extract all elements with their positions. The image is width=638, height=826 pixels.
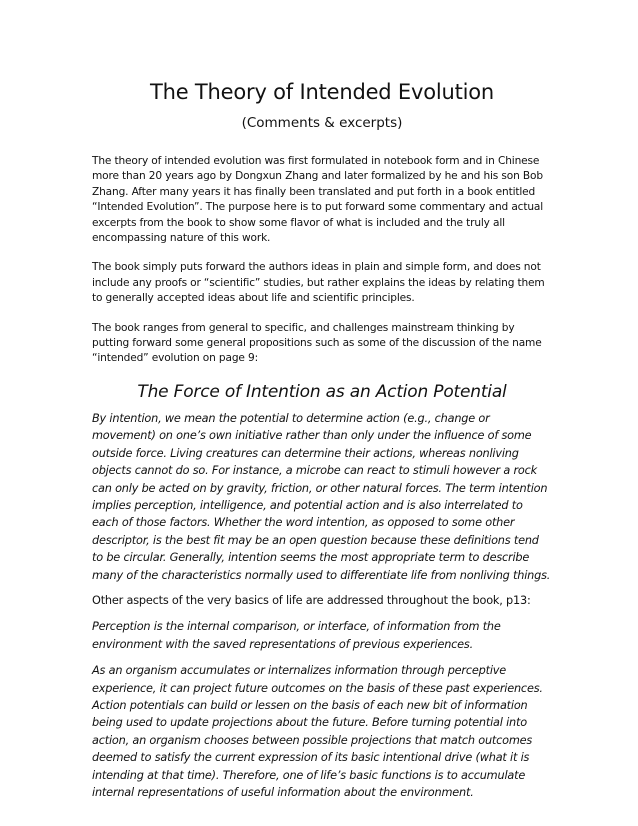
intro-paragraph: The theory of intended evolution was first formulated in notebook form and in Chinese more than 20 years ago by Dongxun Zhang and later formalized by he and his son Bob Zhang. After many years it has finally been translated and put forth in a book entitled “Intended Evolution”. The purpose here is to put forward some commentary and actual excerpts from the book to show some flavor of what is included and the truly all encompassing nature of this work. bbox=[92, 155, 544, 245]
method-paragraph: The book simply puts forward the authors ideas in plain and simple form, and does not include any proofs or “scientific” studies, but rather explains the ideas by relating them to generally accepted ideas about life and scientific principles. bbox=[92, 261, 545, 305]
organism-excerpt: As an organism accumulates or internalizes information through perceptive experience, it can project future outcomes on the basis of these past experiences. Action potentials can build or lessen on the basis of each new bit of information being used to update projections about the future. Before turning potential into action, an organism chooses between possible projections that match outcomes deemed to satisfy the current expression of its basic intentional drive (what it is intending at that time). Therefore, one of life’s basic functions is to accumulate internal representations of useful information about the environment. bbox=[92, 664, 543, 799]
document-subtitle: (Comments & excerpts) bbox=[241, 115, 403, 131]
perception-excerpt: Perception is the internal comparison, or interface, of information from the environment with the saved representations of previous experiences. bbox=[92, 620, 501, 651]
scope-paragraph: The book ranges from general to specific, and challenges mainstream thinking by putting forward some general propositions such as some of the discussion of the name “intended” evolution on page 9: bbox=[92, 321, 542, 365]
document-title: The Theory of Intended Evolution bbox=[149, 80, 495, 104]
document-page bbox=[92, 70, 552, 801]
intention-excerpt: By intention, we mean the potential to determine action (e.g., change or movement) on one’s own initiative rather than only under the influence of some outside force. Living creatures can determine their actions, whereas nonliving objects cannot do so. For instance, a microbe can react to stimuli however a rock can only be acted on by gravity, friction, or other natural forces. The term intention implies perception, intelligence, and potential action and is also interrelated to each of those factors. Whether the word intention, as opposed to some other descriptor, is the best fit may be an open question because these definitions tend to be circular. Generally, intention seems the most appropriate term to describe many of the characteristics normally used to differentiate life from nonliving things. bbox=[92, 411, 551, 582]
transition-text: Other aspects of the very basics of life are addressed throughout the book, p13: bbox=[92, 593, 531, 607]
section-heading: The Force of Intention as an Action Potential bbox=[137, 381, 507, 402]
